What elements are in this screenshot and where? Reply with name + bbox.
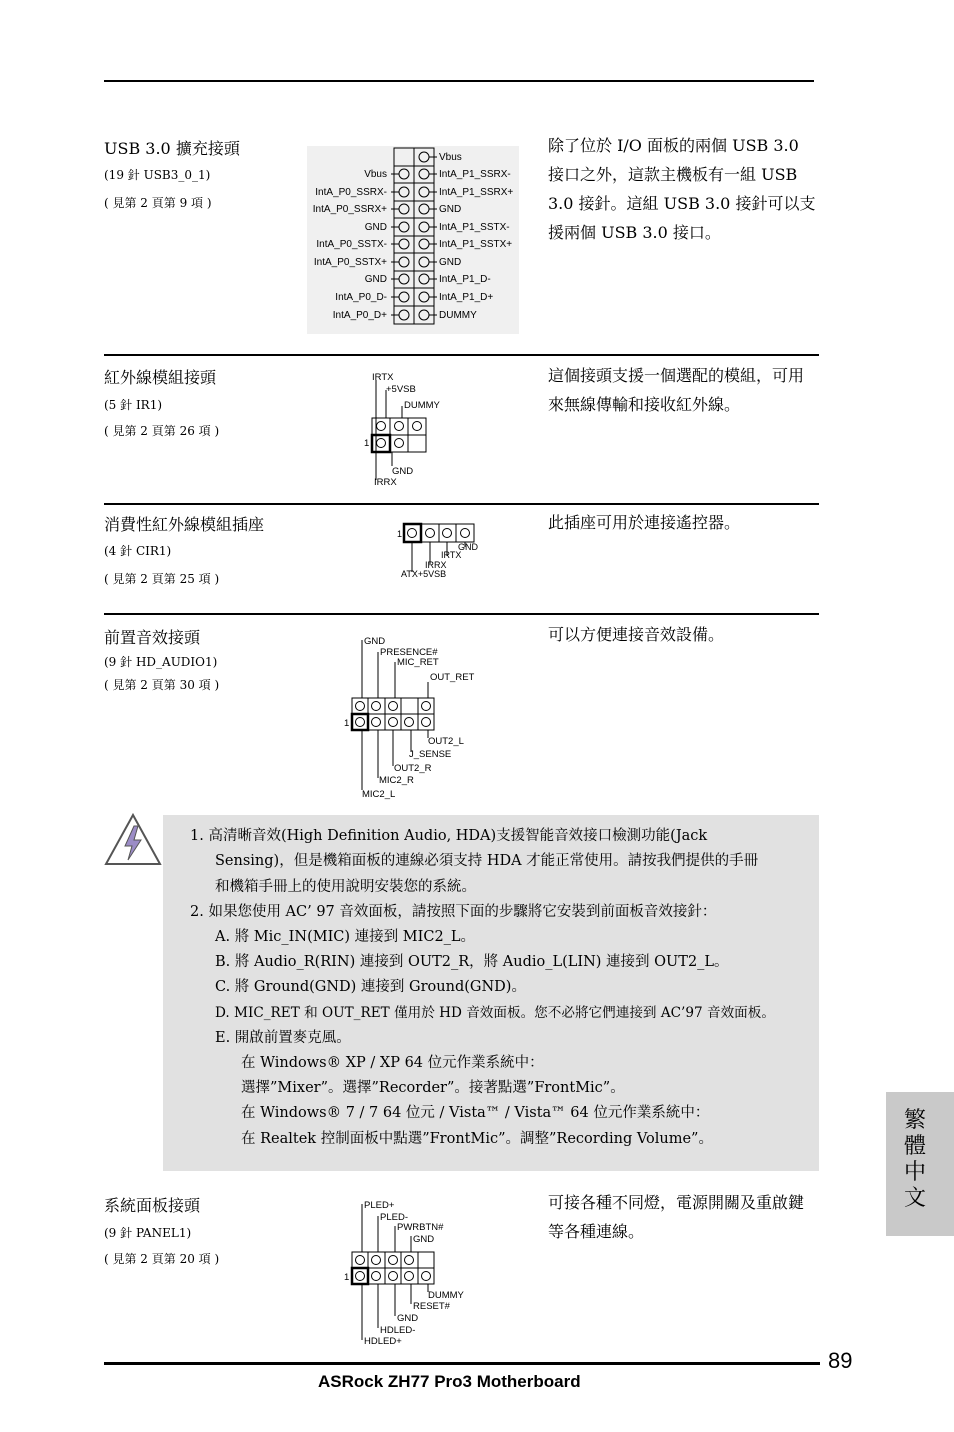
cir-label: IRRX xyxy=(425,560,447,570)
footer-rule xyxy=(104,1362,820,1365)
usb-left-label: IntA_P0_D+ xyxy=(332,310,387,321)
audio-pin1: 1 xyxy=(344,718,350,729)
usb-right-label: IntA_P1_SSTX+ xyxy=(439,239,513,250)
usb-right-label: IntA_P1_SSRX- xyxy=(439,169,511,180)
panel-label: HDLED- xyxy=(380,1325,416,1336)
cir-label: ATX+5VSB xyxy=(401,569,447,579)
cir-header-pins: (4 針 CIR1) xyxy=(104,544,172,558)
panel-pinout-svg xyxy=(342,1196,482,1348)
audio-header-pins: (9 針 HD_AUDIO1) xyxy=(104,655,218,669)
audio-label: J_SENSE xyxy=(409,749,452,760)
ir-label: IRTX xyxy=(372,372,394,383)
usb-right-label: IntA_P1_D+ xyxy=(439,292,494,303)
note-line: 和機箱手冊上的使用說明安裝您的系統。 xyxy=(215,879,476,895)
note-line: E. 開啟前置麥克風。 xyxy=(215,1030,351,1046)
audio-label: OUT_RET xyxy=(430,672,475,683)
note-line: 2. 如果您使用 AC’ 97 音效面板，請按照下面的步驟將它安裝到前面板音效接針： xyxy=(190,904,717,920)
top-rule xyxy=(104,80,814,82)
usb-left-label: IntA_P0_SSRX+ xyxy=(312,204,387,215)
section-divider xyxy=(104,613,819,615)
usb-left-label: IntA_P0_D- xyxy=(335,292,387,303)
panel-header-ref: ( 見第 2 頁第 20 項 ) xyxy=(104,1252,220,1266)
usb-header-ref: ( 見第 2 頁第 9 項 ) xyxy=(104,196,212,210)
cir-pinout-svg xyxy=(396,520,496,582)
cir-header-title: 消費性紅外線模組插座 xyxy=(104,515,265,534)
ir-pinout-svg xyxy=(362,370,462,490)
usb-right-label: GND xyxy=(439,257,462,268)
page-number: 89 xyxy=(828,1348,853,1373)
ir-label: IRRX xyxy=(374,477,397,488)
note-line: D. MIC_RET 和 OUT_RET 僅用於 HD 音效面板。您不必將它們連接到 AC’97 音效面板。 xyxy=(215,1005,775,1021)
panel-label: PLED+ xyxy=(364,1200,395,1211)
panel-header-pins: (9 針 PANEL1) xyxy=(104,1226,192,1240)
usb-right-label: Vbus xyxy=(439,152,462,163)
cir-label: GND xyxy=(458,542,478,552)
usb-right-label: IntA_P1_SSTX- xyxy=(439,222,510,233)
usb-left-label: IntA_P0_SSRX- xyxy=(315,187,387,198)
usb-pinout-diagram xyxy=(307,146,519,334)
ir-header-ref: ( 見第 2 頁第 26 項 ) xyxy=(104,424,220,438)
panel-label: GND xyxy=(397,1313,419,1324)
usb-header-desc: 除了位於 I/O 面板的兩個 USB 3.0 接口之外，這款主機板有一組 USB 3.0 接針。這組 USB 3.0 接針可以支援兩個 USB 3.0 接口。 xyxy=(548,136,816,242)
audio-label: GND xyxy=(364,636,386,647)
usb-left-label: Vbus xyxy=(364,169,387,180)
note-line: 在 Windows® XP / XP 64 位元作業系統中： xyxy=(241,1055,544,1071)
panel-label: HDLED+ xyxy=(364,1336,402,1347)
ir-header-title: 紅外線模組接頭 xyxy=(104,368,217,387)
usb-left-label: GND xyxy=(364,274,387,285)
note-line: 在 Realtek 控制面板中點選”FrontMic”。調整”Recording Volume”。 xyxy=(241,1131,713,1147)
ir-header-pins: (5 針 IR1) xyxy=(104,398,163,412)
usb-left-label: IntA_P0_SSTX- xyxy=(316,239,387,250)
cir-header-desc: 此插座可用於連接遙控器。 xyxy=(548,513,741,532)
audio-label: MIC_RET xyxy=(397,657,439,668)
audio-header-title: 前置音效接頭 xyxy=(104,628,201,647)
panel-pin1: 1 xyxy=(344,1272,350,1283)
usb-right-label: DUMMY xyxy=(439,310,477,321)
audio-label: OUT2_R xyxy=(394,763,432,774)
language-side-tab-label: 繁體中文 xyxy=(903,1108,926,1211)
note-line: 在 Windows® 7 / 7 64 位元 / Vista™ / Vista™ 64 位元作業系統中： xyxy=(241,1105,710,1121)
ir-pin1: 1 xyxy=(364,438,370,449)
panel-header-title: 系統面板接頭 xyxy=(104,1196,201,1215)
usb-header-title: USB 3.0 擴充接頭 xyxy=(104,139,240,158)
panel-label: RESET# xyxy=(413,1301,450,1312)
usb-right-label: IntA_P1_D- xyxy=(439,274,491,285)
panel-label: DUMMY xyxy=(428,1290,464,1301)
panel-label: PLED- xyxy=(380,1212,408,1223)
panel-header-desc: 可接各種不同燈，電源開關及重啟鍵等各種連線。 xyxy=(548,1193,805,1241)
audio-pinout-diagram xyxy=(342,632,482,802)
ir-label: GND xyxy=(392,466,414,477)
ir-label: DUMMY xyxy=(404,400,440,411)
ir-header-desc: 這個接頭支援一個選配的模組，可用來無線傳輸和接收紅外線。 xyxy=(548,366,805,414)
usb-left-label: IntA_P0_SSTX+ xyxy=(313,257,387,268)
usb-right-label: IntA_P1_SSRX+ xyxy=(439,187,514,198)
audio-label: MIC2_L xyxy=(362,789,396,800)
note-line: 選擇”Mixer”。選擇”Recorder”。接著點選”FrontMic”。 xyxy=(241,1080,625,1096)
section-divider xyxy=(104,354,819,356)
note-line: A. 將 Mic_IN(MIC) 連接到 MIC2_L。 xyxy=(215,929,476,945)
cir-pinout-diagram xyxy=(396,520,496,582)
usb-left-label: GND xyxy=(364,222,387,233)
usb-right-label: GND xyxy=(439,204,462,215)
audio-label: OUT2_L xyxy=(428,736,464,747)
usb-header-pins: (19 針 USB3_0_1) xyxy=(104,168,211,182)
panel-pinout-diagram xyxy=(342,1196,482,1348)
audio-label: PRESENCE# xyxy=(380,647,438,658)
ir-label: +5VSB xyxy=(386,384,416,395)
section-divider xyxy=(104,503,819,505)
note-line: B. 將 Audio_R(RIN) 連接到 OUT2_R，將 Audio_L(LIN) 連接到 OUT2_L。 xyxy=(215,954,729,970)
note-line: Sensing)，但是機箱面板的連線必須支持 HDA 才能正常使用。請按我們提供的手冊 xyxy=(215,853,759,869)
note-line: 1. 高清晰音效(High Definition Audio, HDA)支援智能音效接口檢測功能(Jack xyxy=(190,828,708,844)
cir-header-ref: ( 見第 2 頁第 25 項 ) xyxy=(104,572,220,586)
footer-title: ASRock ZH77 Pro3 Motherboard xyxy=(318,1372,581,1391)
audio-header-ref: ( 見第 2 頁第 30 項 ) xyxy=(104,678,220,692)
cir-label: IRTX xyxy=(441,550,462,560)
audio-label: MIC2_R xyxy=(379,775,414,786)
cir-pin1: 1 xyxy=(397,529,403,539)
ir-pinout-diagram xyxy=(362,370,462,490)
warning-icon xyxy=(103,812,163,868)
audio-header-desc: 可以方便連接音效設備。 xyxy=(548,625,725,644)
panel-label: GND xyxy=(413,1234,435,1245)
panel-label: PWRBTN# xyxy=(397,1222,444,1233)
usb-pinout-svg xyxy=(307,146,519,334)
note-line: C. 將 Ground(GND) 連接到 Ground(GND)。 xyxy=(215,979,526,995)
audio-pinout-svg xyxy=(342,632,482,802)
